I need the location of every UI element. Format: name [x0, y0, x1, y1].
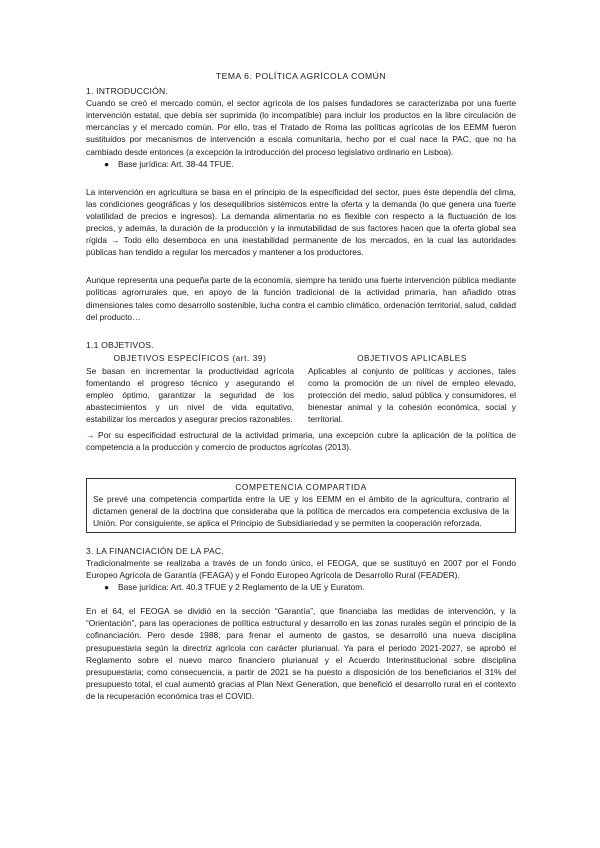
list-item — [86, 581, 516, 593]
section-heading-financing: 3. LA FINANCIACIÓN DE LA PAC. — [86, 545, 224, 556]
shared-competence-text: Se prevé una competencia compartida entre la UE y los EEMM en el ámbito de la agricultura, contrario al dictamen general de la doctrina que consideraba que la política de mercados era competencia exclusiva de la Unión. Por consiguiente, se aplica el Principio de Subsidiariedad y se permiten la cooperación reforzada. — [93, 493, 509, 528]
bullet-icon: ● — [104, 158, 110, 169]
section-heading-objectives: 1.1 OBJETIVOS. — [86, 339, 154, 350]
list-item — [86, 158, 516, 170]
applicable-objectives-text: Aplicables al conjunto de políticas y acciones, tales como la promoción de un nivel de empleo elevado, protección del medio, salud pública y consumidores, el bienestar animal y la cohesión económica, social y territorial. — [308, 365, 516, 425]
objectives-note: → Por su especificidad estructural de la actividad primaria, una excepción cubre la aplicación de la política de competencia a la producción y comercio de productos agrícolas (2013). — [86, 430, 516, 453]
applicable-objectives-column — [308, 353, 516, 426]
applicable-objectives-heading: OBJETIVOS APLICABLES — [357, 353, 467, 363]
shared-competence-box — [86, 478, 516, 533]
document-title: TEMA 6. POLÍTICA AGRÍCOLA COMÚN — [215, 71, 387, 81]
objectives-columns — [86, 353, 516, 426]
specific-objectives-column — [86, 353, 294, 426]
intro-paragraph-1: Cuando se creó el mercado común, el sector agrícola de los países fundadores se caracterizaba por una fuerte intervención estatal, que debía ser suprimida (lo incompatible) para incluir los productos en la libre circulación de mercancías y el mercado común. Por ello, tras el Tratado de Roma las políticas agrícolas de los EEMM fueron sustituidos por mecanismos de intervención a escala comunitaria, hecho por el cual nace la PAC, que no ha cambiado desde entonces (a excepción la introducción del proceso legislativo ordinario en Lisboa). — [86, 98, 516, 157]
legal-basis-text: Base jurídica: Art. 38-44 TFUE. — [118, 158, 234, 169]
financing-paragraph-1: Tradicionalmente se realizaba a través de un fondo único, el FEOGA, que se sustituyó en 2007 por el Fondo Europeo Agrícola de Garantía (FEAGA) y el Fondo Europeo Agrícola de Desarrollo Rural (FEADER). — [86, 558, 516, 581]
document-page — [86, 70, 516, 702]
financing-paragraph-2: En el 64, el FEOGA se dividió en la sección “Garantía”, que financiaba las medidas de intervención, y la “Orientación”, para las operaciones de política estructural y desarrollo en las zonas rurales según el principio de la cofinanciación. Pero desde 1988, para frenar el aumento de gastos, se desarrolló una nueva disciplina presupuestaria según la directriz agrícola con carácter plurianual. Ya para el periodo 2021-2027, se aprobó el Reglamento sobre el nuevo marco financiero plurianual y el Acuerdo Interinstitucional sobre disciplina presupuestaria; como consecuencia, a partir de 2021 se ha puesto a disposición de los beneficiarios el 31% del presupuesto total, el cual aumentó gracias al Plan Next Generation, que benefició el desarrollo rural en el contexto de la recuperación económica tras el COVID. — [86, 606, 516, 701]
section-heading-introduction: 1. INTRODUCCIÓN. — [86, 86, 168, 97]
financing-legal-basis-text: Base jurídica: Art. 40.3 TFUE y 2 Reglamento de la UE y Euratom. — [118, 582, 365, 593]
intro-paragraph-3: Aunque representa una pequeña parte de la economía, siempre ha tenido una fuerte intervención pública mediante políticas agrorrurales que, en apoyo de la función tradicional de la actividad primaria, han añadido otras dimensiones tales como desarrollo sostenible, lucha contra el cambio climático, ordenación territorial, salud, calidad del producto… — [86, 275, 516, 322]
shared-competence-title: COMPETENCIA COMPARTIDA — [235, 481, 367, 492]
specific-objectives-heading: OBJETIVOS ESPECÍFICOS (art. 39) — [113, 353, 267, 363]
bullet-icon: ● — [104, 582, 110, 593]
intro-paragraph-2: La intervención en agricultura se basa en el principio de la especificidad del sector, pues éste dependía del clima, las condiciones geográficas y los desequilibrios sistémicos entre la oferta y la demanda (lo que genera una fuerte volatilidad de precios e ingresos). La demanda alimentaria no es flexible con respecto a la fluctuación de los precios, y además, la duración de la producción y la inmutabilidad de sus factores hacen que la oferta global sea rígida → Todo ello desemboca en una inestabilidad permanente de los mercados, en la cual las autoridades públicas han tendido a regular los mercados y mantener a los productores. — [86, 186, 516, 258]
specific-objectives-text: Se basan en incrementar la productividad agrícola fomentando el progreso técnico y asegurando el empleo óptimo, garantizar la seguridad de los abastecimientos y un nivel de vida equitativo, estabilizar los mercados y asegurar precios razonables. — [86, 365, 294, 425]
